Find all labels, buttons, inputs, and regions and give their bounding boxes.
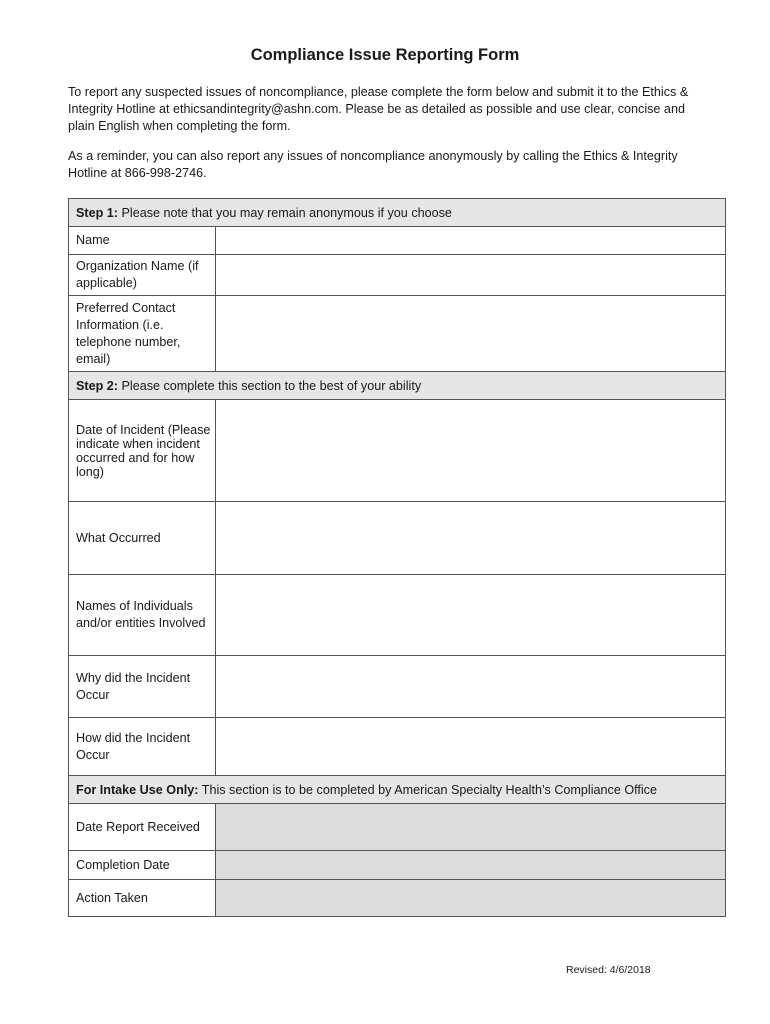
name-field[interactable] <box>216 227 726 255</box>
why-occur-field[interactable] <box>216 656 726 718</box>
step1-label: Step 1: <box>76 205 118 220</box>
intake-header <box>69 776 726 804</box>
what-occurred-field[interactable] <box>216 502 726 575</box>
names-involved-field[interactable] <box>216 575 726 656</box>
names-involved-label: Names of Individuals and/or entities Involved <box>69 575 216 656</box>
what-occurred-label: What Occurred <box>69 502 216 575</box>
organization-field[interactable] <box>216 255 726 296</box>
action-taken-label: Action Taken <box>69 880 216 917</box>
intake-label: For Intake Use Only: <box>76 782 199 797</box>
step2-label: Step 2: <box>76 378 118 393</box>
intro-paragraph: To report any suspected issues of noncompliance, please complete the form below and submit it to the Ethics & Integrity Hotline at ethicsandintegrity@ashn.com. Please be as detailed as possible and use clear, concise and plain English when completing the form. <box>68 85 689 133</box>
why-occur-label: Why did the Incident Occur <box>69 656 216 718</box>
date-received-field[interactable] <box>216 804 726 851</box>
contact-label: Preferred Contact Information (i.e. telephone number, email) <box>69 296 216 372</box>
date-received-label: Date Report Received <box>69 804 216 851</box>
completion-date-field[interactable] <box>216 851 726 880</box>
step1-text: Please note that you may remain anonymous if you choose <box>118 205 452 220</box>
how-occur-field[interactable] <box>216 718 726 776</box>
revision-date: Revised: 4/6/2018 <box>566 964 651 976</box>
reminder-paragraph: As a reminder, you can also report any issues of noncompliance anonymously by calling the Ethics & Integrity Hotline at 866-998-2746. <box>68 149 678 180</box>
incident-date-field[interactable] <box>216 400 726 502</box>
incident-date-label: Date of Incident (Please indicate when incident occurred and for how long) <box>69 400 216 502</box>
form-title: Compliance Issue Reporting Form <box>250 46 520 64</box>
contact-field[interactable] <box>216 296 726 372</box>
how-occur-label: How did the Incident Occur <box>69 718 216 776</box>
name-label: Name <box>69 227 216 255</box>
action-taken-field[interactable] <box>216 880 726 917</box>
step2-text: Please complete this section to the best of your ability <box>118 378 422 393</box>
step2-header <box>69 372 726 400</box>
organization-label: Organization Name (if applicable) <box>69 255 216 296</box>
completion-date-label: Completion Date <box>69 851 216 880</box>
intake-text: This section is to be completed by American Specialty Health’s Compliance Office <box>198 782 657 797</box>
reporting-form-table <box>68 198 726 917</box>
step1-header <box>69 199 726 227</box>
